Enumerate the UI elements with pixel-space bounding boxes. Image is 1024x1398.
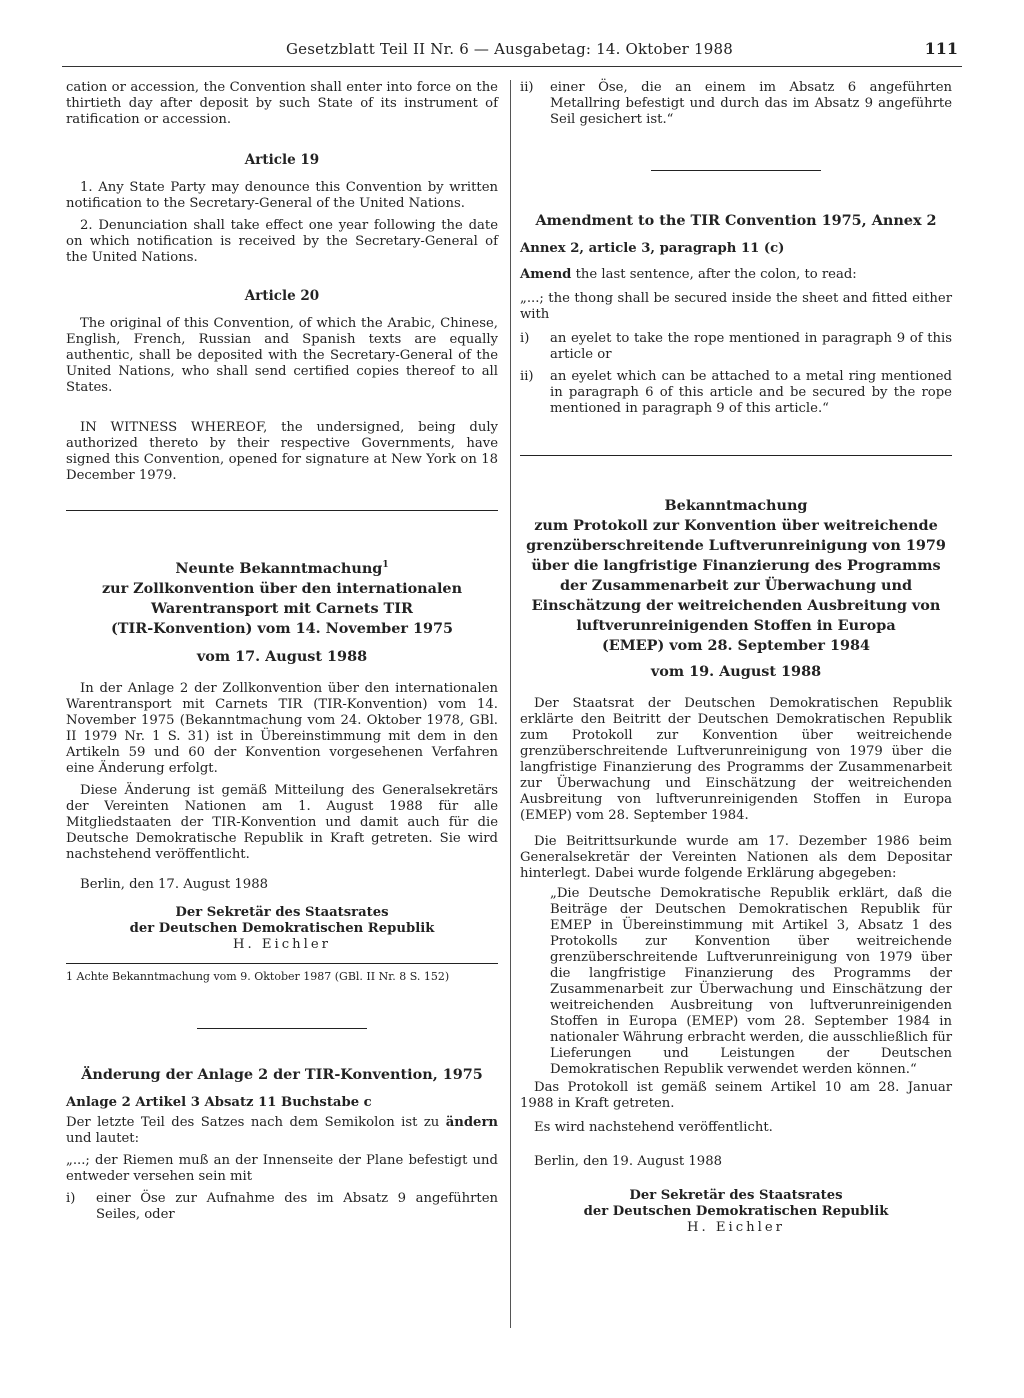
- aenderung-heading: Änderung der Anlage 2 der TIR-Konvention, 1975: [81, 1065, 483, 1083]
- column-divider: [510, 80, 511, 1328]
- neunte-paragraph-1: In der Anlage 2 der Zollkonvention über den internationalen Warentransport mit Carnets TIR (TIR-Konvention) vom 14. November 1975 (Bekanntmachung vom 24. Oktober 1978, GBl. II 1979 Nr. 1 S. 31) ist in Übereinstimmung mit dem in den Artikeln 59 und 60 der Konvention vorgesehenen Verfahren eine Änderung erfolgt.: [66, 680, 498, 776]
- neunte-place-date: Berlin, den 17. August 1988: [80, 876, 268, 892]
- bekanntmachung-declaration: „Die Deutsche Demokratische Republik erklärt, daß die Beiträge der Deutschen Demokratischen Republik für EMEP in Übereinstimmung mit Artikel 3, Absatz 1 des Protokolls zur Konvention über weitreichende grenzüberschreitende Luftverunreinigung von 1979 über die langfristige Finanzierung des Programms der Zusammenarbeit zur Überwachung und Einschätzung der weitreichenden Ausbreitung von luftverunreinigenden Stoffen in Europa (EMEP) vom 28. September 1984 in nationaler Währung erbracht werden, die ausschließlich für Lieferungen und Leistungen der Deutschen Demokratischen Republik verwendet werden können.“: [550, 886, 952, 1077]
- list-item-text: an eyelet to take the rope mentioned in paragraph 9 of this article or: [550, 331, 952, 362]
- neunte-signature: [66, 905, 498, 953]
- neunte-date-line: vom 17. August 1988: [196, 647, 368, 665]
- right-column: [520, 80, 952, 1236]
- bekanntmachung-place-date: Berlin, den 19. August 1988: [534, 1154, 722, 1169]
- signature-title-line-1: Der Sekretär des Staatsrates: [629, 1188, 843, 1203]
- article-20-heading: Article 20: [244, 288, 320, 304]
- footnote-marker: 1: [382, 560, 389, 570]
- aenderung-subheading: Anlage 2 Artikel 3 Absatz 11 Buchstabe c: [66, 1094, 372, 1110]
- aenderung-item-ii: [520, 80, 952, 128]
- signature-title-line-2: der Deutschen Demokratischen Republik: [583, 1204, 889, 1219]
- page-number: 111: [924, 39, 958, 58]
- amendment-heading: Amendment to the TIR Convention 1975, Annex 2: [535, 212, 937, 229]
- neunte-title: [66, 555, 498, 639]
- bekanntmachung-date-line: vom 19. August 1988: [650, 663, 822, 680]
- amendment-item-i: [520, 331, 952, 363]
- aenderung-item-i: [66, 1191, 498, 1223]
- bekanntmachung-signature: [520, 1188, 952, 1236]
- article-20-paragraph: The original of this Convention, of which the Arabic, Chinese, English, French, Russian and Spanish texts are equally authentic, shall be deposited with the Secretary-General of the United Nations, who shall send certified copies thereof to all States.: [66, 316, 498, 395]
- bek-title-line-4: über die langfristige Finanzierung des Programms: [531, 557, 941, 574]
- list-marker: ii): [520, 80, 534, 95]
- bek-title-line-1: Bekanntmachung: [664, 497, 808, 514]
- list-item-text: einer Öse, die an einem im Absatz 6 angeführten Metallring befestigt und durch das im Absatz 9 angeführte Seil gesichert ist.“: [550, 80, 952, 127]
- list-item-text: an eyelet which can be attached to a metal ring mentioned in paragraph 6 of this article and be secured by the rope mentioned in paragraph 9 of this article.“: [550, 369, 952, 416]
- bek-title-line-3: grenzüberschreitende Luftverunreinigung von 1979: [526, 537, 946, 554]
- aenderung-paragraph: [66, 1115, 498, 1147]
- header-rule: [62, 66, 962, 67]
- bek-title-line-7: luftverunreinigenden Stoffen in Europa: [576, 617, 896, 634]
- bek-title-line-8: (EMEP) vom 28. September 1984: [601, 637, 871, 654]
- aenderung-text-suffix: und lautet:: [66, 1130, 140, 1146]
- neunte-title-line-4: (TIR-Konvention) vom 14. November 1975: [110, 619, 453, 637]
- footnote-text: 1 Achte Bekanntmachung vom 9. Oktober 1987 (GBl. II Nr. 8 S. 152): [66, 969, 450, 983]
- aenderung-text-prefix: Der letzte Teil des Satzes nach dem Semikolon ist zu: [66, 1114, 440, 1130]
- neunte-paragraph-2: Diese Änderung ist gemäß Mitteilung des Generalsekretärs der Vereinten Nationen am 1. August 1988 für alle Mitgliedstaaten der TIR-Konvention und damit auch für die Deutsche Demokratische Republik in Kraft getreten. Sie wird nachstehend veröffentlicht.: [66, 782, 498, 862]
- bek-title-line-5: der Zusammenarbeit zur Überwachung und: [559, 577, 913, 594]
- article-19-paragraph-1: 1. Any State Party may denounce this Convention by written notification to the Secretary-General of the United Nations.: [66, 180, 498, 211]
- article-19-heading: Article 19: [244, 152, 320, 168]
- bek-title-line-2: zum Protokoll zur Konvention über weitreichende: [534, 517, 938, 534]
- bekanntmachung-paragraph-1: Der Staatsrat der Deutschen Demokratischen Republik erklärte den Beitritt der Deutschen Demokratischen Republik zum Protokoll zur Konvention über weitreichende grenzüberschreitende Luftverunreinigung von 1979 über die langfristige Finanzierung des Programms der Zusammenarbeit zur Überwachung und Einschätzung der weitreichenden Ausbreitung von luftverunreinigenden Stoffen in Europa (EMEP) vom 28. September 1984.: [520, 696, 952, 823]
- aenderung-text-bold: ändern: [445, 1114, 498, 1130]
- article-19-paragraph-2: 2. Denunciation shall take effect one year following the date on which notification is received by the Secretary-General of the United Nations.: [66, 218, 498, 265]
- aenderung-quote: „...; der Riemen muß an der Innenseite der Plane befestigt und entweder versehen sein mit: [66, 1152, 498, 1184]
- amend-paragraph: [520, 267, 952, 283]
- bekanntmachung-paragraph-3: Das Protokoll ist gemäß seinem Artikel 10 am 28. Januar 1988 in Kraft getreten.: [520, 1080, 952, 1111]
- running-head: Gesetzblatt Teil II Nr. 6 — Ausgabetag: 14. Oktober 1988: [286, 40, 733, 58]
- signature-name: H. Eichler: [233, 936, 331, 952]
- bekanntmachung-paragraph-2: Die Beitrittsurkunde wurde am 17. Dezember 1986 beim Generalsekretär der Vereinten Nationen als dem Depositar hinterlegt. Dabei wurde folgende Erklärung abgegeben:: [520, 834, 952, 881]
- bek-title-line-6: Einschätzung der weitreichenden Ausbreitung von: [531, 597, 941, 614]
- neunte-title-line-1: Neunte Bekanntmachung: [175, 559, 383, 577]
- signature-name: H. Eichler: [687, 1220, 785, 1235]
- bekanntmachung-title: [520, 496, 952, 656]
- witness-paragraph: IN WITNESS WHEREOF, the undersigned, being duly authorized thereto by their respective Governments, have signed this Convention, opened for signature at New York on 18 December 1979.: [66, 420, 498, 483]
- amendment-quote: „...; the thong shall be secured inside the sheet and fitted either with: [520, 291, 952, 322]
- amend-text: the last sentence, after the colon, to read:: [575, 267, 857, 282]
- signature-title-line-1: Der Sekretär des Staatsrates: [175, 904, 389, 920]
- neunte-title-line-3: Warentransport mit Carnets TIR: [151, 599, 413, 617]
- bekanntmachung-paragraph-4: Es wird nachstehend veröffentlicht.: [534, 1120, 773, 1135]
- list-marker: i): [66, 1190, 76, 1206]
- intro-paragraph: cation or accession, the Convention shall enter into force on the thirtieth day after deposit by such State of its instrument of ratification or accession.: [66, 80, 498, 127]
- amend-label: Amend: [520, 267, 572, 282]
- left-column: [66, 80, 498, 1223]
- amendment-item-ii: [520, 369, 952, 417]
- neunte-title-line-2: zur Zollkonvention über den internationalen: [101, 579, 463, 597]
- list-marker: ii): [520, 369, 534, 384]
- amendment-subheading: Annex 2, article 3, paragraph 11 (c): [520, 241, 785, 256]
- list-item-text: einer Öse zur Aufnahme des im Absatz 9 angeführten Seiles, oder: [96, 1190, 498, 1222]
- list-marker: i): [520, 331, 530, 346]
- signature-title-line-2: der Deutschen Demokratischen Republik: [129, 920, 435, 936]
